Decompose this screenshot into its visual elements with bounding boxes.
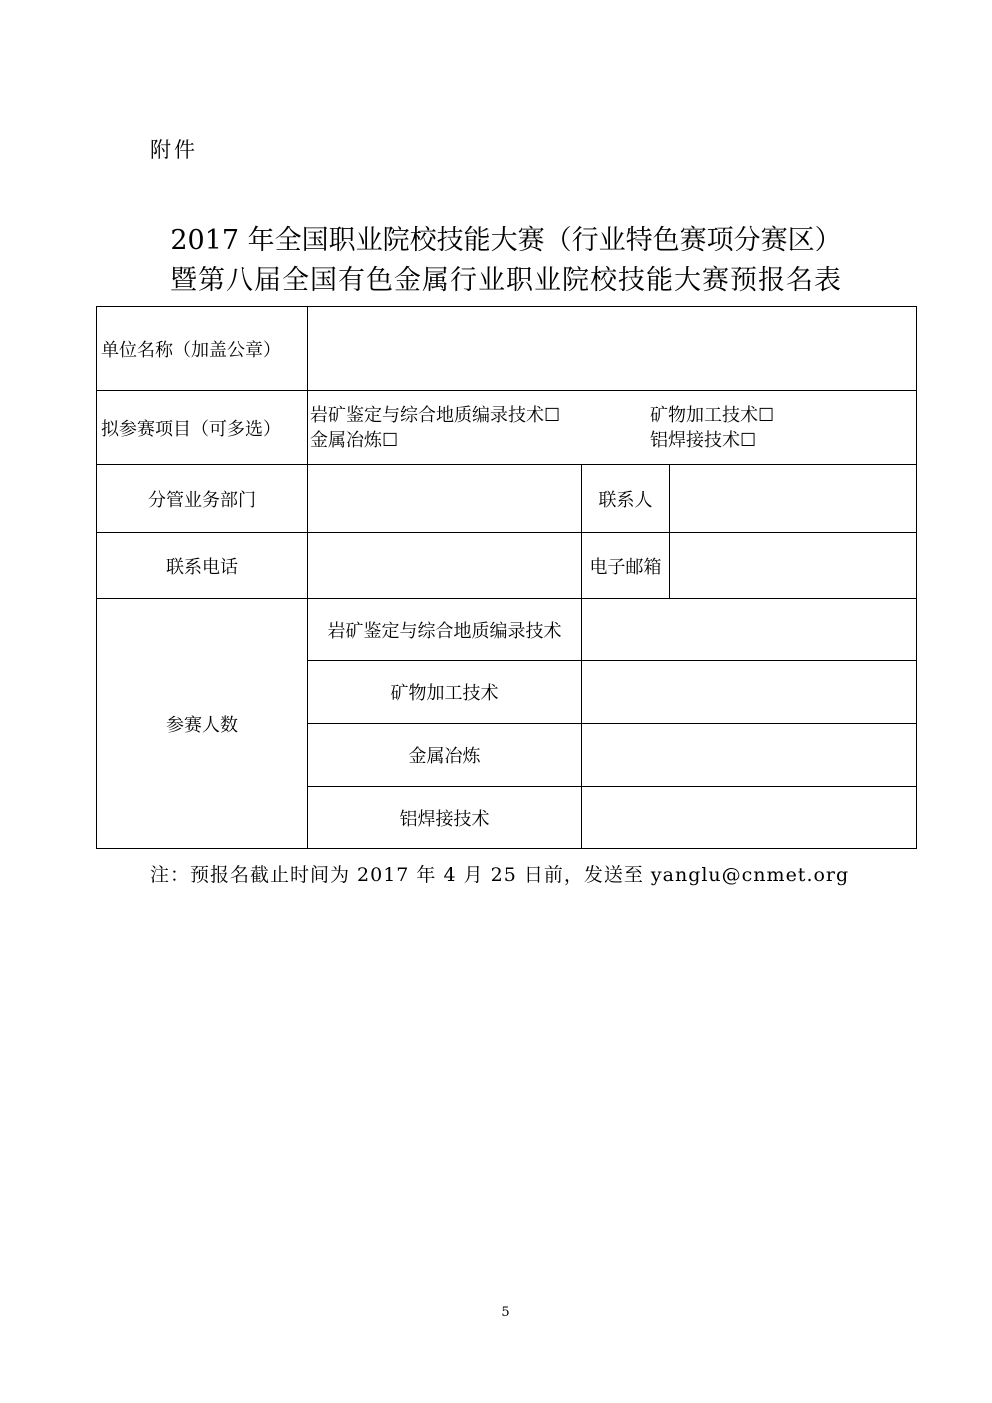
event-option-metal-smelting[interactable]: 金属冶炼☐ — [310, 429, 399, 451]
participant-event-metal-smelting: 金属冶炼 — [308, 724, 582, 787]
email-value[interactable] — [670, 533, 917, 599]
participant-count-mineral-processing[interactable] — [582, 661, 917, 724]
event-options — [308, 391, 917, 465]
phone-label: 联系电话 — [97, 533, 308, 599]
participant-event-mineral-processing: 矿物加工技术 — [308, 661, 582, 724]
attachment-label: 附件 — [150, 138, 198, 162]
participants-label: 参赛人数 — [97, 599, 308, 849]
document-title-line2: 暨第八届全国有色金属行业职业院校技能大赛预报名表 — [170, 265, 842, 296]
event-options-row-1 — [310, 403, 912, 428]
department-label: 分管业务部门 — [97, 465, 308, 533]
registration-form-table — [96, 306, 917, 849]
department-value[interactable] — [308, 465, 582, 533]
participant-event-rock-mineral: 岩矿鉴定与综合地质编录技术 — [308, 599, 582, 661]
event-option-rock-mineral[interactable]: 岩矿鉴定与综合地质编录技术☐ — [310, 404, 561, 426]
department-row — [97, 465, 917, 533]
participant-event-aluminum-welding: 铝焊接技术 — [308, 787, 582, 849]
deadline-note: 注：预报名截止时间为 2017 年 4 月 25 日前，发送至 yanglu@cnmet.org — [150, 864, 850, 886]
events-row — [97, 391, 917, 465]
phone-value[interactable] — [308, 533, 582, 599]
participant-count-aluminum-welding[interactable] — [582, 787, 917, 849]
document-title-line1: 2017 年全国职业院校技能大赛（行业特色赛项分赛区） — [170, 225, 842, 256]
contact-label: 联系人 — [582, 465, 670, 533]
event-option-aluminum-welding[interactable]: 铝焊接技术☐ — [650, 429, 757, 451]
events-label: 拟参赛项目（可多选） — [97, 391, 308, 465]
participants-row-1 — [97, 599, 917, 661]
unit-name-value[interactable] — [308, 307, 917, 391]
contact-value[interactable] — [670, 465, 917, 533]
event-options-row-2 — [310, 428, 912, 453]
unit-name-label: 单位名称（加盖公章） — [97, 307, 308, 391]
phone-row — [97, 533, 917, 599]
participant-count-metal-smelting[interactable] — [582, 724, 917, 787]
email-label: 电子邮箱 — [582, 533, 670, 599]
event-option-mineral-processing[interactable]: 矿物加工技术☐ — [650, 404, 775, 426]
participant-count-rock-mineral[interactable] — [582, 599, 917, 661]
page-number: 5 — [501, 1305, 510, 1320]
unit-name-row — [97, 307, 917, 391]
